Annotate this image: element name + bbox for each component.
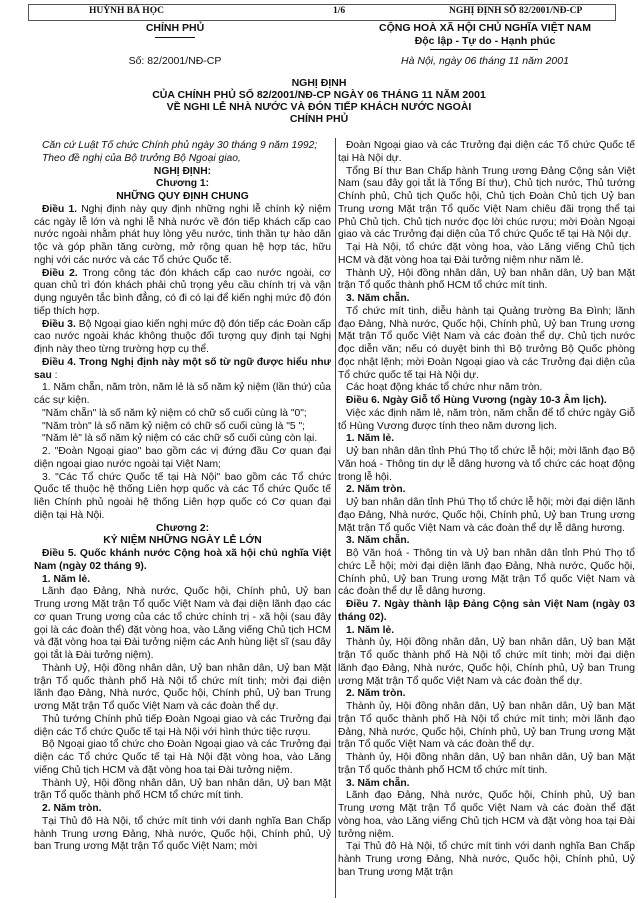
column-divider — [335, 138, 336, 898]
title-decree: NGHỊ ĐỊNH — [291, 77, 347, 89]
paragraph: Tại Thủ đô Hà Nội, tổ chức mít tinh với danh nghĩa Ban Chấp hành Trung ương Đảng, Nhà nước, Quốc hội, Chính phủ, Uỷ ban Trung ương Mặt trận — [338, 841, 635, 878]
definition-2: "Năm chẵn" là số năm kỷ niệm có chữ số cuối cùng là "0"; — [42, 407, 307, 419]
right-column — [338, 140, 635, 898]
article-6-round-year: 2. Năm tròn. — [346, 484, 406, 496]
paragraph: Thành ủy, Hội đồng nhân dân, Uỷ ban nhân dân, Uỷ ban Mặt trận Tổ quốc thành phố HCM tổ chức mít tinh. — [338, 752, 635, 776]
definition-1: 1. Năm chẵn, năm tròn, năm lẻ là số năm kỷ niệm (lần thứ) của các sự kiện. — [34, 382, 331, 406]
article-6-odd-year: 1. Năm lẻ. — [346, 433, 395, 445]
paragraph: Thành Uỷ, Hội đồng nhân dân, Uỷ ban nhân dân, Uỷ ban Mặt trận Tổ quốc thành phố Hà Nội tổ chức mít tinh; mời đại diện lãnh đạo Đảng, Nhà nước, Quốc hội, Chính phủ, Uỷ ban Trung ương Mặt trận Tổ quốc Việt Nam và các đoàn thể dự. — [34, 662, 331, 712]
header-school: HUỲNH BÁ HỌC — [89, 6, 164, 16]
article-7-odd-year: 1. Năm lẻ. — [346, 624, 395, 636]
paragraph: Thành Uỷ, Hội đồng nhân dân, Uỷ ban nhân dân, Uỷ ban Mặt trận Tổ quốc thành phố HCM tổ chức mít tinh. — [338, 267, 635, 292]
article-7-round-year: 2. Năm tròn. — [346, 688, 406, 700]
article-5-even-year: 3. Năm chẵn. — [346, 293, 410, 304]
chapter-2-title: KỶ NIỆM NHỮNG NGÀY LỄ LỚN — [103, 535, 262, 547]
paragraph: Các hoạt động khác tổ chức như năm tròn. — [346, 382, 543, 394]
definition-6: 3. "Các Tổ chức Quốc tế tại Hà Nội" bao gồm các Tổ chức Quốc tế thuộc hệ thống Liên hợp quốc và các Tổ chức Quốc tế liên Chính phủ ngoài hệ thống Liên hợp quốc có Cơ quan đại diện tại Hà Nội. — [34, 471, 331, 521]
issuer: CHÍNH PHỦ — [145, 22, 205, 34]
paragraph: Thủ tướng Chính phủ tiếp Đoàn Ngoại giao và các Trưởng đại diện các Tổ chức Quốc tế tại Hà Nội với hình thức tiệc rượu. — [34, 713, 331, 738]
article-2: Điều 2. Trong công tác đón khách cấp cao nước ngoài, cơ quan chủ trì đón khách phải chủ trọng yêu cầu chính trị và vận dụng nguyên tắc bình đẳng, có đi có lại để kiến nghị mức độ đón tiếp thích hợp. — [34, 267, 331, 317]
paragraph: Uỷ ban nhân dân tỉnh Phú Thọ tổ chức lễ hội; mời đại diện lãnh đạo Đảng, Nhà nước, Quốc hội, Chính phủ, Uỷ ban Trung ương Mặt trận Tổ quốc Việt Nam và các đoàn thể dự lễ dâng hương. — [338, 497, 635, 534]
paragraph: Bộ Ngoại giao tổ chức cho Đoàn Ngoại giao và các Trưởng đại diện các Tổ chức Quốc tế tại Hà Nội đặt vòng hoa, vào Lăng viếng Chủ tịch HCM và đặt vòng hoa tại Đài tưởng niệm. — [34, 739, 331, 776]
paragraph: Tại Hà Nội, tổ chức đặt vòng hoa, vào Lăng viếng Chủ tịch HCM và đặt vòng hoa tại Đài tưởng niệm như năm lẻ. — [338, 242, 635, 266]
running-header — [28, 4, 616, 21]
paragraph: Đoàn Ngoại giao và các Trưởng đại diện các Tổ chức Quốc tế tại Hà Nội dự. — [338, 140, 635, 164]
article-3: Điều 3. Bộ Ngoại giao kiến nghị mức độ đón tiếp các Đoàn cấp cao nước ngoài khác không thuộc đối tượng quy định tại Nghị định này theo từng trường hợp cụ thể. — [34, 318, 331, 355]
header-doc-ref: NGHỊ ĐỊNH SỐ 82/2001/NĐ-CP — [449, 6, 583, 16]
paragraph: Bộ Văn hoá - Thông tin và Uỷ ban nhân dân tỉnh Phú Thọ tổ chức Lễ hội; mời đại diện lãnh đạo Đảng, Nhà nước, Quốc hội, Chính phủ, Uỷ ban Trung ương Mặt trận Tổ quốc Việt Nam và các đoàn thể dự lễ dâng hương. — [338, 548, 635, 598]
paragraph: Lãnh đạo Đảng, Nhà nước, Quốc hội, Chính phủ, Uỷ ban Trung ương Mặt trận Tổ quốc Việt Nam và đại diện lãnh đạo các cơ quan Trung ương của các tổ chức chính trị - xã hội (sau đây gọi là các đoàn thể) đặt vòng hoa, vào Lăng viếng Chủ tịch HCM và đặt vòng hoa tại Đài tưởng niệm các Anh hùng liệt sĩ (sau đây gọi tắt là Đài tưởng niệm). — [34, 586, 331, 661]
paragraph: Lãnh đạo Đảng, Nhà nước, Quốc hội, Chính phủ, Uỷ ban Trung ương Mặt trận Tổ quốc Việt Nam và các đoàn thể đặt vòng hoa, vào Lăng viếng Chủ tịch HCM và đặt vòng hoa tại Đài tưởng niệm. — [338, 790, 635, 840]
article-5-round-year: 2. Năm tròn. — [42, 803, 102, 814]
definition-4: "Năm lẻ" là số năm kỷ niệm có các chữ số cuối cùng còn lại. — [42, 433, 318, 445]
paragraph: Tổ chức mít tinh, diễu hành tại Quảng trường Ba Đình; lãnh đạo Đảng, Nhà nước, Quốc hội, Chính phủ, Uỷ ban Trung ương Mặt trận Tổ quốc Việt Nam và các đoàn thể dự. Chủ tịch nước đọc diễn văn; nếu có duyệt binh thì Bộ trưởng Bộ Quốc phòng đọc nhật lệnh; mời Đoàn Ngoại giao và các Trưởng đại diện của Tổ chức quốc tế tại Hà Nội dự. — [338, 305, 635, 381]
title-government: CHÍNH PHỦ — [289, 113, 349, 125]
title-line-3: VỀ NGHI LỄ NHÀ NƯỚC VÀ ĐÓN TIẾP KHÁCH NƯỚC NGOÀI — [166, 101, 472, 113]
paragraph: Thành ủy, Hội đồng nhân dân, Uỷ ban nhân dân, Uỷ ban Mặt trận Tổ quốc thành phố Hà Nội tổ chức mít tinh; mời đại diện lãnh đạo Đảng, Nhà nước, Quốc hội, Chính phủ, Uỷ ban Trung ương Mặt trận Tổ quốc Việt Nam và các đoàn thể dự. — [338, 637, 635, 687]
chapter-1-title: NHỮNG QUY ĐỊNH CHUNG — [116, 191, 249, 202]
paragraph: Thành Uỷ, Hội đồng nhân dân, Uỷ ban nhân dân, Uỷ ban Mặt trận Tổ quốc thành phố HCM tổ chức mít tinh. — [34, 777, 331, 802]
article-4: Điều 4. Trong Nghị định này một số từ ngữ được hiểu như sau : — [34, 356, 331, 381]
motto: Độc lập - Tự do - Hạnh phúc — [414, 35, 556, 47]
chapter-1: Chương 1: — [155, 178, 210, 190]
issuer-underline — [155, 37, 195, 38]
article-6-even-year: 3. Năm chẵn. — [346, 535, 410, 547]
legal-basis: Căn cứ Luật Tổ chức Chính phủ ngày 30 tháng 9 năm 1992; — [42, 140, 318, 151]
paragraph: Việc xác định năm lẻ, năm tròn, năm chẵn để tổ chức ngày Giỗ tổ Hùng Vương được tính theo năm dương lịch. — [338, 407, 635, 432]
article-7-even-year: 3. Năm chẵn. — [346, 777, 410, 789]
article-5-odd-year: 1. Năm lẻ. — [42, 573, 91, 585]
article-1: Điều 1. Nghị định này quy định những nghi lễ chính kỷ niệm các ngày lễ lớn và nghi lễ Nhà nước về đón tiếp khách cấp cao nước ngoài nhằm phát huy lòng yêu nước, tinh thần tự hào dân tộc và góp phần tăng cường, mở rộng quan hệ hợp tác, hữu nghị với các nước và các Tổ chức Quốc tế. — [34, 203, 331, 266]
article-6-heading: Điều 6. Ngày Giỗ tổ Hùng Vương (ngày 10-3 Âm lịch). — [346, 395, 607, 406]
title-line-2: CỦA CHÍNH PHỦ SỐ 82/2001/NĐ-CP NGÀY 06 THÁNG 11 NĂM 2001 — [152, 89, 486, 101]
article-5-heading: Điều 5. Quốc khánh nước Cộng hoà xã hội chủ nghĩa Việt Nam (ngày 02 tháng 9). — [34, 548, 331, 572]
proposal: Theo đề nghị của Bộ trưởng Bộ Ngoại giao, — [42, 152, 241, 164]
paragraph: Thành ủy, Hội đồng nhân dân, Uỷ ban nhân dân, Uỷ ban Mặt trận Tổ quốc thành phố Hà Nội tổ chức mít tinh; mời lãnh đạo Đảng, Nhà nước, Quốc hội, Chính phủ, Uỷ ban Trung ương Mặt trận Tổ quốc Việt Nam và các đoàn thể dự. — [338, 701, 635, 751]
chapter-2: Chương 2: — [155, 522, 210, 534]
decree-number: Số: 82/2001/NĐ-CP — [128, 55, 222, 67]
place-date: Hà Nội, ngày 06 tháng 11 năm 2001 — [401, 55, 569, 67]
header-page-number: 1/6 — [333, 6, 346, 16]
left-column — [34, 140, 331, 898]
article-7-heading: Điều 7. Ngày thành lập Đảng Cộng sản Việt Nam (ngày 03 tháng 02). — [338, 599, 635, 623]
definition-5: 2. "Đoàn Ngoại giao" bao gồm các vị đứng đầu Cơ quan đại diện ngoại giao nước ngoài tại Việt Nam; — [34, 446, 331, 470]
motto-underline — [430, 49, 538, 50]
paragraph: Uỷ ban nhân dân tỉnh Phú Thọ tổ chức lễ hội; mời lãnh đạo Bộ Văn hoá - Thông tin dự lễ dâng hương và tổ chức các hoạt động trong lễ hội. — [338, 446, 635, 483]
paragraph: Tại Thủ đô Hà Nội, tổ chức mít tinh với danh nghĩa Ban Chấp hành Trung ương Đảng, Nhà nước, Quốc hội, Chính phủ, Uỷ ban Trung ương Mặt trận Tổ quốc Việt Nam; mời — [34, 815, 331, 853]
paragraph: Tổng Bí thư Ban Chấp hành Trung ương Đảng Cộng sản Việt Nam (sau đây gọi tắt là Tổng Bí thư), Chủ tịch nước, Thủ tướng Chính phủ, Chủ tịch Quốc hội, Chủ tịch Đoàn Chủ tịch Uỷ ban Trung ương Mặt trận Tổ quốc Việt Nam chiêu đãi trọng thể tại Phủ Chủ tịch. Chủ tịch nước đọc lời chúc rượu; mời Đoàn Ngoại giao và các Trưởng đại diện của Tổ chức Quốc tế tại Hà Nội dự. — [338, 165, 635, 241]
nation-name: CỘNG HOÀ XÃ HỘI CHỦ NGHĨA VIỆT NAM — [379, 22, 591, 34]
definition-3: "Năm tròn" là số năm kỷ niệm có chữ số cuối cùng là "5 "; — [42, 420, 306, 432]
decree-heading: NGHỊ ĐỊNH: — [153, 165, 212, 177]
